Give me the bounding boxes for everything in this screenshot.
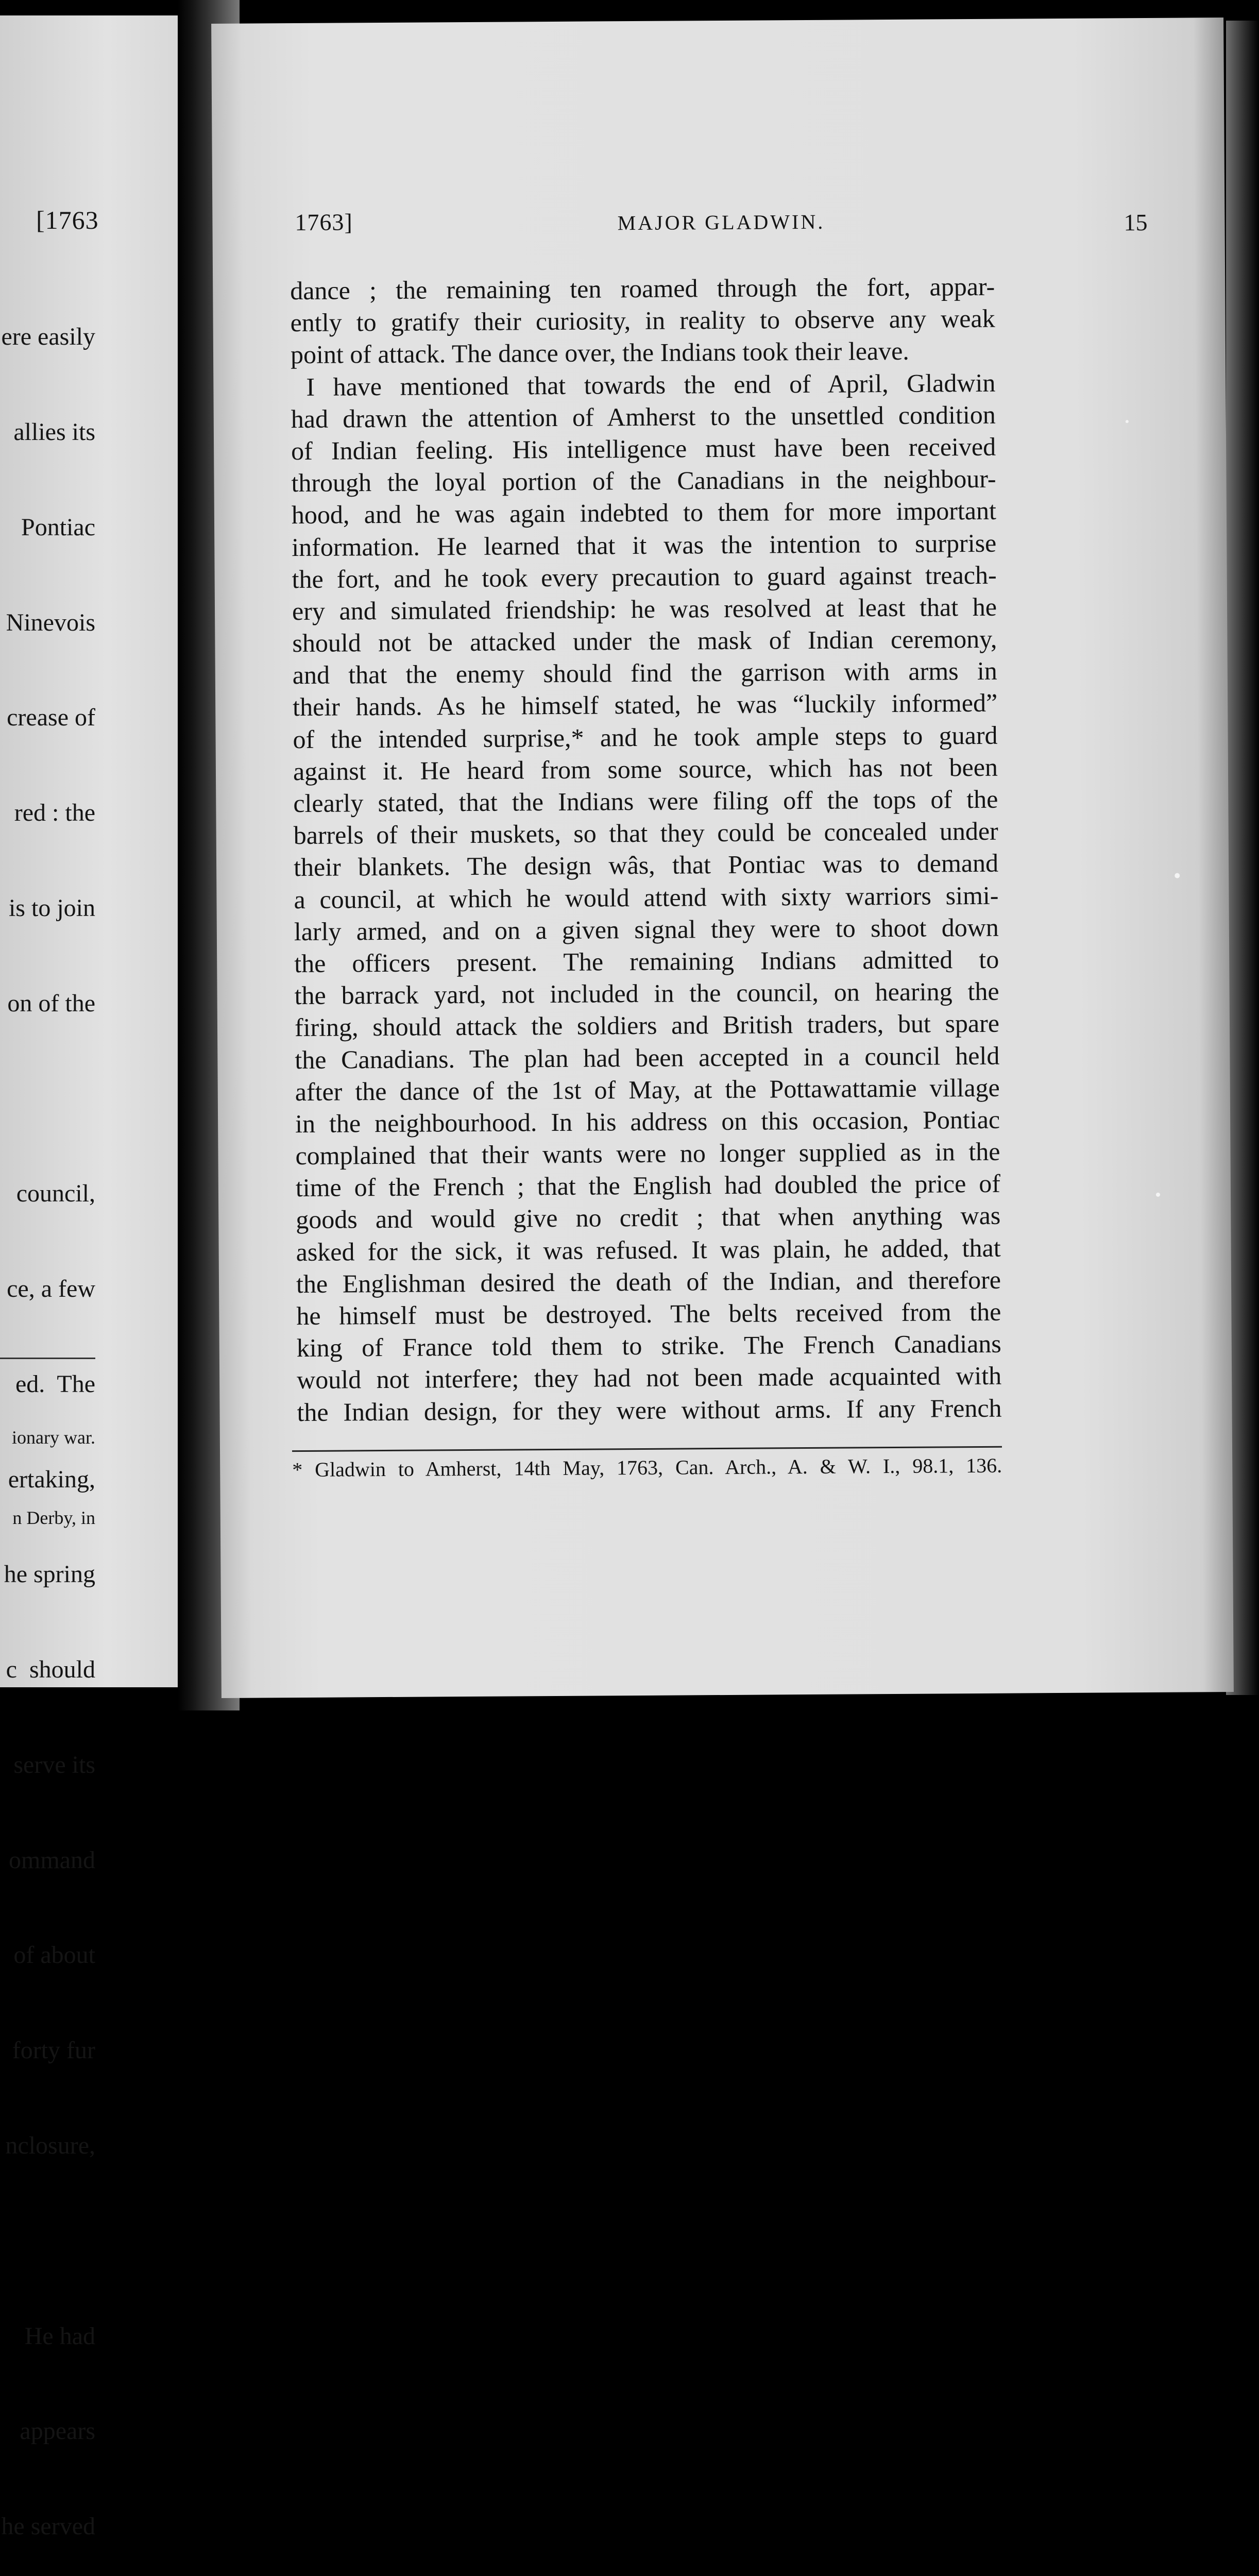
text-line: ed. The [15, 1370, 95, 1398]
text-line: crease of [7, 704, 95, 732]
body-line: of the intended surprise,* and he took ample steps to guard [293, 720, 998, 754]
body-line: hood, and he was again indebted to them for more important [291, 496, 997, 530]
body-text [290, 270, 1002, 1428]
body-line: firing, should attack the soldiers and British traders, but spare [294, 1009, 1000, 1042]
text-line: forty fur [12, 2037, 95, 2064]
text-line: ce, a few [7, 1275, 95, 1302]
text-line: Pontiac [21, 513, 95, 541]
text-line: serve its [13, 1751, 95, 1778]
body-line: of Indian feeling. His intelligence must have been received [291, 432, 996, 466]
body-line: their blankets. The design wâs, that Pontiac was to demand [293, 849, 999, 882]
body-line: ently to gratify their curiosity, in reality to observe any weak [290, 303, 995, 337]
body-line: dance ; the remaining ten roamed through the fort, appar- [290, 272, 995, 306]
body-line: king of France told them to strike. The French Canadians [296, 1329, 1001, 1363]
body-line: the Canadians. The plan had been accepted in a council held [295, 1041, 1000, 1074]
previous-page-running-head: [1763 [36, 206, 99, 234]
body-line: point of attack. The dance over, the Indians took their leave. [290, 336, 909, 369]
body-line: barrels of their muskets, so that they could be concealed under [293, 816, 998, 850]
text-line: on of the [7, 989, 95, 1017]
text-line: nclosure, [5, 2132, 95, 2160]
text-line: red : the [14, 799, 95, 827]
body-line: asked for the sick, it was refused. It was plain, he added, that [296, 1233, 1001, 1266]
footnote-line: n Derby, in [12, 1507, 95, 1528]
previous-page-fragment [0, 15, 178, 2540]
previous-page-footnote [12, 1370, 95, 1585]
text-line: he served [1, 2513, 95, 2540]
text-line: allies its [13, 418, 95, 446]
body-line: against it. He heard from some source, which has not been [293, 752, 998, 786]
paper-speck [1126, 420, 1129, 423]
text-line: ere easily [1, 323, 95, 351]
previous-page-footnote-rule [0, 1358, 95, 1359]
body-line: and that the enemy should find the garrison with arms in [292, 656, 997, 690]
running-head [295, 204, 1147, 240]
body-line: after the dance of the 1st of May, at the Pottawattamie village [295, 1073, 1000, 1106]
blank-line [1, 2225, 95, 2257]
body-line: ery and simulated friendship: he was resolved at least that he [292, 592, 997, 625]
body-line: he himself must be destroyed. The belts received from the [296, 1297, 1001, 1331]
body-line: goods and would give no credit ; that when anything was [296, 1201, 1001, 1234]
page-15 [211, 18, 1234, 1698]
body-line: larly armed, and on a given signal they were to shoot down [294, 912, 999, 946]
text-line: of about [13, 1941, 95, 1969]
body-line: the barrack yard, not included in the council, on hearing the [294, 976, 999, 1010]
body-line: the Englishman desired the death of the Indian, and therefore [296, 1265, 1001, 1298]
text-line: is to join [8, 894, 95, 922]
body-line: a council, at which he would attend with sixty warriors simi- [294, 880, 999, 914]
body-line: time of the French ; that the English had doubled the price of [295, 1168, 1001, 1202]
text-line: he spring [4, 1561, 95, 1588]
running-head-year: 1763] [295, 209, 353, 236]
footnote: * Gladwin to Amherst, 14th May, 1763, Can. Arch., A. & W. I., 98.1, 136. [292, 1453, 1002, 1482]
body-line: should not be attacked under the mask of Indian ceremony, [292, 624, 997, 658]
text-line: ommand [9, 1846, 95, 1874]
body-line: their hands. As he himself stated, he was “luckily informed” [293, 688, 998, 722]
page-number: 15 [1124, 209, 1148, 236]
body-line: information. He learned that it was the intention to surprise [292, 528, 997, 562]
text-line: council, [16, 1180, 95, 1208]
body-line: in the neighbourhood. In his address on this occasion, Pontiac [295, 1105, 1000, 1138]
body-line: the officers present. The remaining Indians admitted to [294, 944, 999, 978]
body-line: the Indian design, for they were without arms. If any French [297, 1393, 1002, 1427]
paper-speck [1156, 1193, 1160, 1197]
body-line: the fort, and he took every precaution to guard against treach- [292, 560, 997, 594]
body-line: I have mentioned that towards the end of April, Gladwin [306, 368, 996, 401]
body-line: had drawn the attention of Amherst to the unsettled condition [291, 400, 996, 433]
text-line: c should [6, 1656, 95, 1684]
text-line: ertaking, [8, 1465, 95, 1493]
text-line: Ninevois [6, 608, 95, 636]
body-line: complained that their wants were no longer supplied as in the [295, 1137, 1000, 1171]
blank-line [1, 1082, 95, 1114]
footnote-line: ionary war. [12, 1427, 95, 1448]
text-line: appears [20, 2417, 95, 2445]
footnote-rule [292, 1446, 1002, 1452]
body-line: clearly stated, that the Indians were filing off the tops of the [293, 784, 998, 818]
text-line: He had [24, 2322, 95, 2350]
body-line: would not interfere; they had not been made acquainted with [297, 1361, 1002, 1395]
body-line: through the loyal portion of the Canadians in the neighbour- [291, 464, 996, 498]
paper-speck [1175, 873, 1180, 878]
running-head-title: MAJOR GLADWIN. [617, 210, 825, 235]
